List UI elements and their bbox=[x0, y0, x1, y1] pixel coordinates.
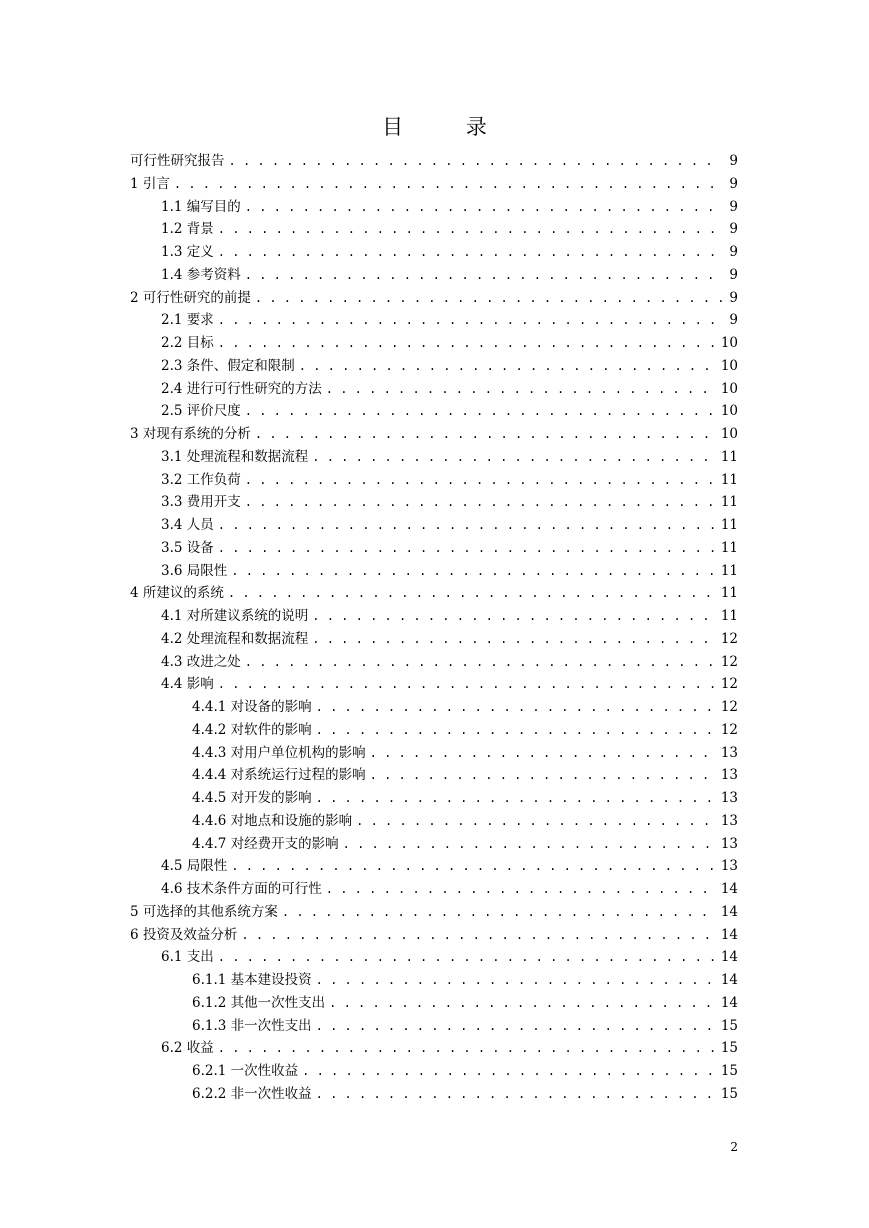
toc-entry-label: 3 对现有系统的分析 bbox=[130, 426, 251, 442]
toc-entry[interactable] bbox=[130, 560, 738, 583]
toc-dot-leader bbox=[255, 287, 722, 310]
toc-entry-page: 13 bbox=[720, 744, 738, 761]
toc-entry-page: 9 bbox=[729, 221, 738, 238]
toc-entry-label: 4.4.6 对地点和设施的影响 bbox=[192, 812, 353, 829]
toc-dot-leader bbox=[229, 150, 723, 173]
toc-dot-leader bbox=[218, 514, 717, 537]
toc-entry-page: 15 bbox=[720, 1085, 738, 1102]
toc-dot-leader bbox=[316, 696, 717, 719]
toc-entry-label: 6.1.3 非一次性支出 bbox=[192, 1017, 312, 1034]
toc-dot-leader bbox=[218, 537, 717, 560]
toc-dot-leader bbox=[312, 628, 717, 651]
toc-entry-page: 14 bbox=[720, 903, 738, 920]
toc-entry-label: 1 引言 bbox=[130, 175, 170, 192]
toc-dot-leader bbox=[312, 446, 717, 469]
toc-entry-label: 6.2.2 非一次性收益 bbox=[192, 1085, 312, 1102]
toc-entry-label: 3.4 人员 bbox=[161, 517, 214, 533]
toc-entry-label: 4.2 处理流程和数据流程 bbox=[161, 630, 309, 647]
toc-entry-page: 9 bbox=[729, 312, 738, 329]
toc-entry[interactable] bbox=[130, 1083, 738, 1106]
toc-dot-leader bbox=[245, 651, 717, 674]
toc-entry[interactable] bbox=[130, 218, 738, 241]
toc-entry-page: 14 bbox=[720, 926, 738, 943]
toc-entry-label: 2.3 条件、假定和限制 bbox=[161, 357, 295, 374]
toc-dot-leader bbox=[218, 218, 722, 241]
toc-entry-label: 1.1 编写目的 bbox=[161, 198, 241, 215]
toc-entry-label: 5 可选择的其他系统方案 bbox=[130, 903, 278, 920]
toc-entry[interactable] bbox=[130, 582, 738, 605]
toc-entry-label: 4.4.1 对设备的影响 bbox=[192, 699, 312, 715]
toc-dot-leader bbox=[370, 764, 717, 787]
toc-entry[interactable] bbox=[130, 696, 738, 719]
toc-entry-page: 11 bbox=[720, 471, 738, 488]
toc-dot-leader bbox=[245, 264, 722, 287]
toc-dot-leader bbox=[370, 742, 717, 765]
toc-entry-page: 9 bbox=[729, 198, 738, 215]
toc-entry[interactable] bbox=[130, 901, 738, 924]
toc-entry[interactable] bbox=[130, 264, 738, 287]
toc-entry[interactable] bbox=[130, 1037, 738, 1060]
toc-entry[interactable] bbox=[130, 287, 738, 310]
toc-dot-leader bbox=[241, 924, 716, 947]
toc-dot-leader bbox=[245, 196, 722, 219]
toc-entry-page: 12 bbox=[720, 653, 738, 670]
toc-entry[interactable] bbox=[130, 719, 738, 742]
toc-entry[interactable] bbox=[130, 992, 738, 1015]
toc-entry-label: 4.5 局限性 bbox=[161, 858, 228, 875]
toc-entry-label: 1.2 背景 bbox=[161, 221, 214, 238]
toc-entry-page: 13 bbox=[720, 812, 738, 829]
toc-entry-page: 9 bbox=[729, 266, 738, 283]
toc-dot-leader bbox=[316, 719, 717, 742]
toc-entry[interactable] bbox=[130, 150, 738, 173]
toc-entry[interactable] bbox=[130, 537, 738, 560]
toc-entry[interactable] bbox=[130, 332, 738, 355]
toc-entry-page: 9 bbox=[729, 175, 738, 192]
toc-dot-leader bbox=[218, 1037, 717, 1060]
toc-entry-page: 11 bbox=[720, 585, 738, 602]
toc-entry[interactable] bbox=[130, 400, 738, 423]
toc-entry[interactable] bbox=[130, 946, 738, 969]
toc-entry-label: 4.4.7 对经费开支的影响 bbox=[192, 835, 339, 852]
toc-entry-page: 15 bbox=[720, 1017, 738, 1034]
toc-dot-leader bbox=[316, 787, 717, 810]
toc-entry-label: 可行性研究报告 bbox=[130, 153, 225, 169]
toc-dot-leader bbox=[299, 355, 717, 378]
toc-entry-page: 14 bbox=[720, 949, 738, 966]
toc-dot-leader bbox=[245, 400, 717, 423]
toc-entry[interactable] bbox=[130, 469, 738, 492]
toc-dot-leader bbox=[255, 423, 717, 446]
page-number: 2 bbox=[730, 1140, 738, 1154]
toc-entry-label: 2 可行性研究的前提 bbox=[130, 289, 251, 306]
toc-dot-leader bbox=[218, 332, 717, 355]
toc-entry[interactable] bbox=[130, 196, 738, 219]
toc-entry-page: 9 bbox=[729, 244, 738, 260]
toc-entry-page: 13 bbox=[720, 790, 738, 806]
toc-entry-label: 2.2 目标 bbox=[161, 335, 214, 351]
toc-dot-leader bbox=[316, 1083, 717, 1106]
toc-entry-label: 6 投资及效益分析 bbox=[130, 926, 238, 943]
toc-entry[interactable] bbox=[130, 173, 738, 196]
toc-entry-page: 15 bbox=[720, 1040, 738, 1057]
toc-entry-page: 13 bbox=[720, 858, 738, 875]
toc-entry-page: 9 bbox=[729, 289, 738, 306]
toc-entry-label: 4.4.2 对软件的影响 bbox=[192, 721, 312, 738]
toc-entry-label: 4.4.5 对开发的影响 bbox=[192, 790, 312, 806]
toc-entry[interactable] bbox=[130, 764, 738, 787]
toc-entry-label: 3.1 处理流程和数据流程 bbox=[161, 448, 309, 465]
toc-entry-page: 11 bbox=[720, 448, 738, 465]
toc-entry[interactable] bbox=[130, 787, 738, 810]
toc-entry-page: 12 bbox=[720, 630, 738, 647]
toc-entry-label: 3.5 设备 bbox=[161, 539, 214, 556]
toc-entry-label: 1.4 参考资料 bbox=[161, 266, 241, 283]
toc-entry[interactable] bbox=[130, 924, 738, 947]
toc-dot-leader bbox=[228, 582, 717, 605]
toc-entry-label: 2.1 要求 bbox=[161, 312, 214, 329]
toc-entry-label: 4.4.4 对系统运行过程的影响 bbox=[192, 767, 366, 784]
toc-entry-page: 14 bbox=[720, 881, 738, 897]
toc-entry-page: 15 bbox=[720, 1063, 738, 1079]
toc-entry[interactable] bbox=[130, 491, 738, 514]
toc-entry[interactable] bbox=[130, 742, 738, 765]
toc-entry-page: 12 bbox=[720, 721, 738, 738]
toc-entry-page: 11 bbox=[720, 517, 738, 533]
toc-entry-label: 6.1.1 基本建设投资 bbox=[192, 972, 312, 988]
toc-entry[interactable] bbox=[130, 969, 738, 992]
toc-entry-label: 4.6 技术条件方面的可行性 bbox=[161, 881, 322, 897]
toc-dot-leader bbox=[231, 560, 717, 583]
toc-dot-leader bbox=[218, 673, 717, 696]
toc-entry-label: 4.4 影响 bbox=[161, 676, 214, 693]
toc-dot-leader bbox=[218, 241, 722, 264]
toc-entry-label: 2.4 进行可行性研究的方法 bbox=[161, 380, 322, 397]
toc-entry-page: 12 bbox=[720, 699, 738, 715]
toc-entry-page: 11 bbox=[720, 539, 738, 556]
toc-entry-page: 10 bbox=[720, 335, 738, 351]
toc-entry[interactable] bbox=[130, 1015, 738, 1038]
toc-entry-label: 4.1 对所建议系统的说明 bbox=[161, 608, 309, 624]
toc-dot-leader bbox=[316, 969, 717, 992]
toc-entry-page: 13 bbox=[720, 767, 738, 784]
toc-entry[interactable] bbox=[130, 628, 738, 651]
toc-entry-label: 6.1.2 其他一次性支出 bbox=[192, 994, 326, 1011]
toc-dot-leader bbox=[302, 1060, 717, 1083]
toc-entry[interactable] bbox=[130, 673, 738, 696]
toc-dot-leader bbox=[174, 173, 722, 196]
toc-entry-page: 13 bbox=[720, 835, 738, 852]
toc-entry-label: 1.3 定义 bbox=[161, 244, 214, 260]
toc-entry-page: 14 bbox=[720, 994, 738, 1011]
toc-dot-leader bbox=[218, 309, 722, 332]
toc-dot-leader bbox=[218, 946, 717, 969]
toc-entry-page: 12 bbox=[720, 676, 738, 693]
toc-entry[interactable] bbox=[130, 810, 738, 833]
toc-entry-label: 4.3 改进之处 bbox=[161, 653, 241, 670]
toc-dot-leader bbox=[343, 833, 717, 856]
toc-entry[interactable] bbox=[130, 833, 738, 856]
toc-entry-page: 10 bbox=[720, 426, 738, 442]
toc-entry[interactable] bbox=[130, 446, 738, 469]
toc-dot-leader bbox=[231, 855, 717, 878]
toc-entry-label: 3.6 局限性 bbox=[161, 562, 228, 579]
toc-dot-leader bbox=[326, 378, 717, 401]
page-title: 目 录 bbox=[382, 115, 515, 139]
toc-entry[interactable] bbox=[130, 378, 738, 401]
toc-entry-label: 3.3 费用开支 bbox=[161, 494, 241, 511]
toc-entry-label: 3.2 工作负荷 bbox=[161, 471, 241, 488]
toc-entry-page: 10 bbox=[720, 403, 738, 420]
toc-entry[interactable] bbox=[130, 423, 738, 446]
toc-dot-leader bbox=[329, 992, 717, 1015]
toc-entry-page: 10 bbox=[720, 357, 738, 374]
toc-entry-label: 6.1 支出 bbox=[161, 949, 214, 966]
toc-entry[interactable] bbox=[130, 514, 738, 537]
toc-entry-label: 6.2 收益 bbox=[161, 1040, 214, 1057]
toc-dot-leader bbox=[356, 810, 717, 833]
toc-dot-leader bbox=[326, 878, 717, 901]
toc-dot-leader bbox=[312, 605, 717, 628]
toc-dot-leader bbox=[245, 469, 717, 492]
toc-entry-page: 11 bbox=[720, 494, 738, 511]
toc-dot-leader bbox=[282, 901, 717, 924]
toc-entry-page: 9 bbox=[729, 153, 738, 169]
toc-dot-leader bbox=[245, 491, 717, 514]
toc-entry[interactable] bbox=[130, 241, 738, 264]
toc-entry-page: 10 bbox=[720, 380, 738, 397]
toc-entry-page: 11 bbox=[720, 562, 738, 579]
toc-entry[interactable] bbox=[130, 651, 738, 674]
toc-entry-label: 6.2.1 一次性收益 bbox=[192, 1063, 299, 1079]
toc-entry-page: 14 bbox=[720, 972, 738, 988]
toc-entry[interactable] bbox=[130, 605, 738, 628]
toc-entry[interactable] bbox=[130, 1060, 738, 1083]
toc-entry-page: 11 bbox=[720, 608, 738, 624]
toc-entry[interactable] bbox=[130, 309, 738, 332]
toc-entry-label: 4 所建议的系统 bbox=[130, 585, 224, 602]
toc-dot-leader bbox=[316, 1015, 717, 1038]
toc-entry-label: 4.4.3 对用户单位机构的影响 bbox=[192, 744, 366, 761]
toc-entry[interactable] bbox=[130, 355, 738, 378]
toc-entry-label: 2.5 评价尺度 bbox=[161, 403, 241, 420]
table-of-contents bbox=[130, 150, 738, 1106]
toc-entry[interactable] bbox=[130, 855, 738, 878]
toc-entry[interactable] bbox=[130, 878, 738, 901]
